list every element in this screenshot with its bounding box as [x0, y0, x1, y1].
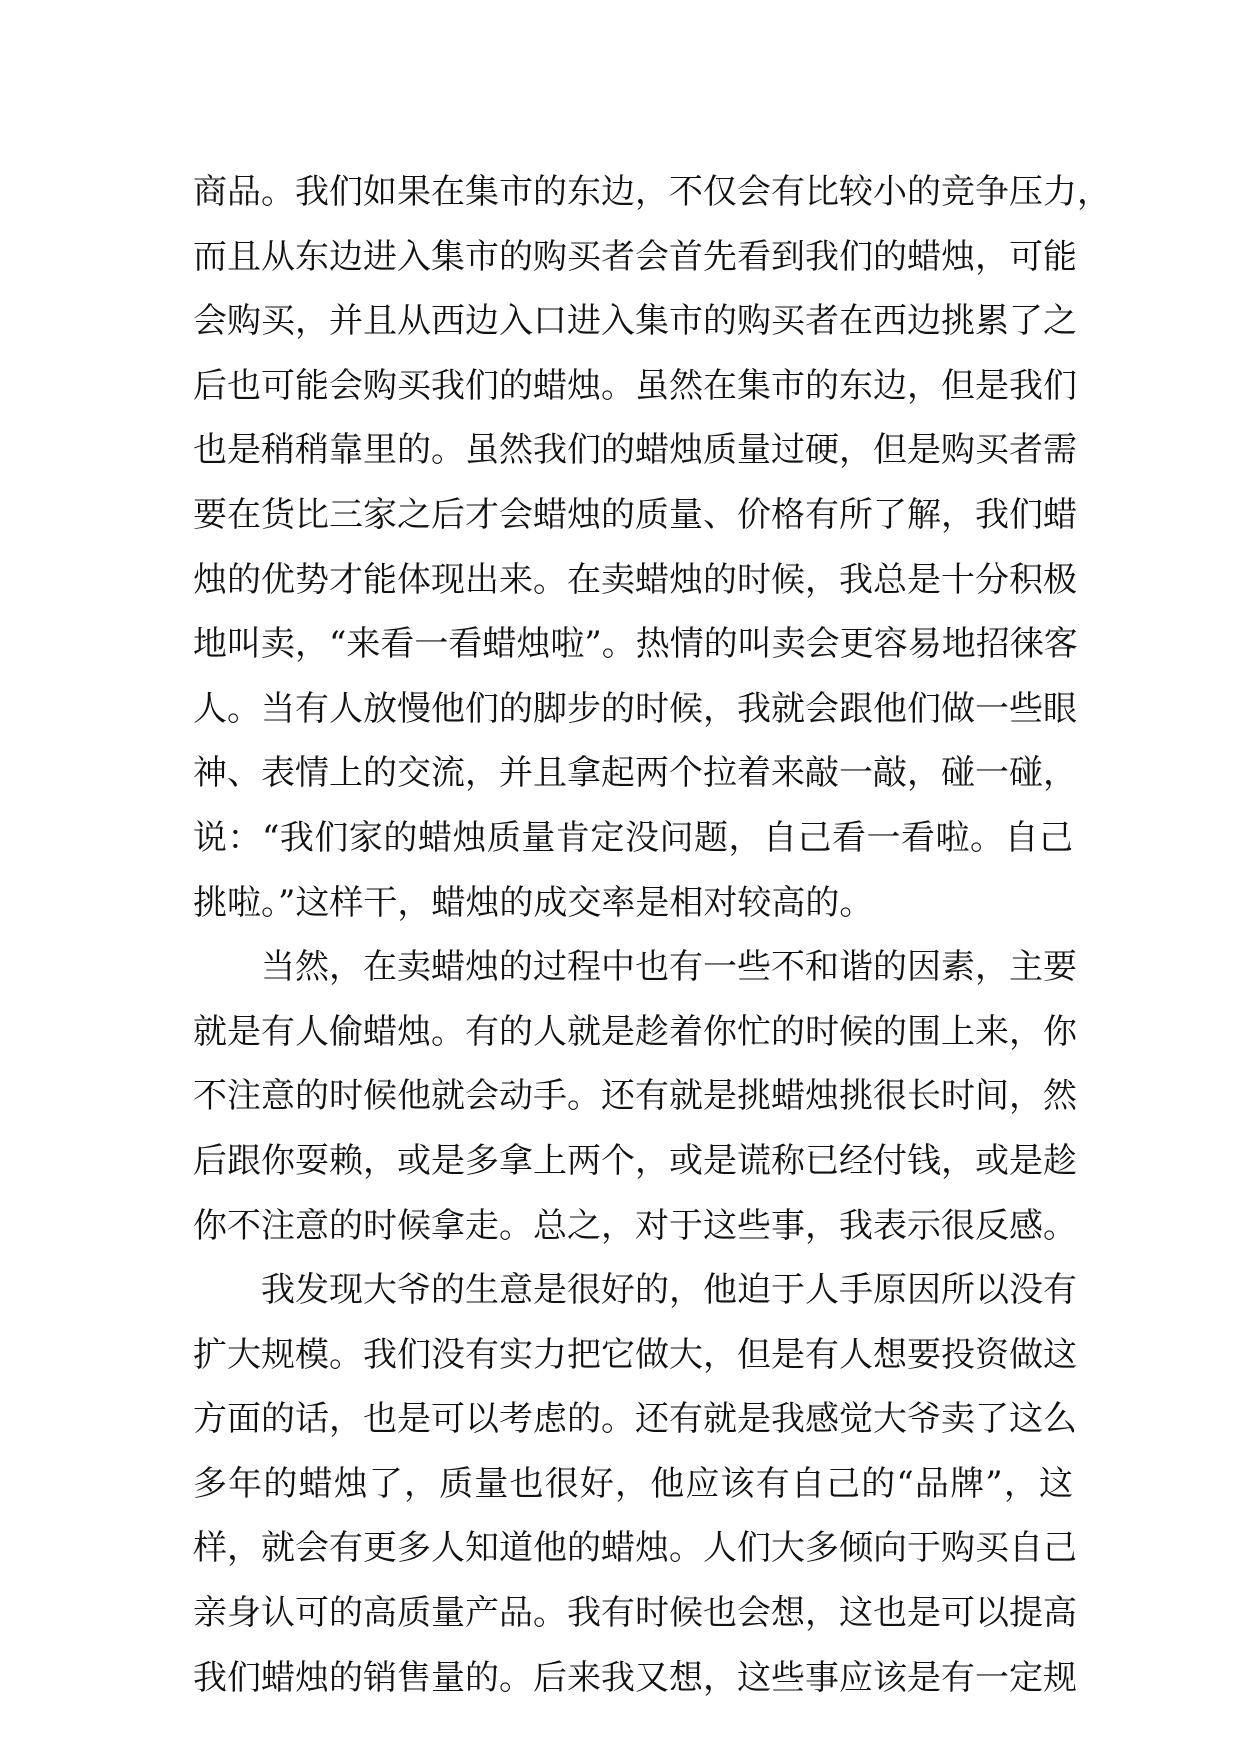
text-line: 不注意的时候他就会动手。还有就是挑蜡烛挑很长时间，然: [193, 1076, 1077, 1117]
text-line: 而且从东边进入集市的购买者会首先看到我们的蜡烛，可能: [193, 236, 1077, 277]
text-line: 会购买，并且从西边入口进入集市的购买者在西边挑累了之: [193, 301, 1077, 342]
text-line: 亲身认可的高质量产品。我有时候也会想，这也是可以提高: [193, 1593, 1077, 1634]
text-line: 后也可能会购买我们的蜡烛。虽然在集市的东边，但是我们: [193, 365, 1077, 406]
text-line: 你不注意的时候拿走。总之，对于这些事，我表示很反感。: [193, 1205, 1077, 1246]
text-line: 商品。我们如果在集市的东边，不仅会有比较小的竞争压力，: [193, 172, 1111, 212]
body-text: [193, 160, 1111, 1710]
text-line: 后跟你耍赖，或是多拿上两个，或是谎称已经付钱，或是趁: [193, 1140, 1077, 1181]
paragraph-start-line: 当然，在卖蜡烛的过程中也有一些不和谐的因素，主要: [261, 947, 1077, 988]
text-line: 我们蜡烛的销售量的。后来我又想，这些事应该是有一定规: [193, 1657, 1077, 1698]
text-line: 挑啦。”这样干，蜡烛的成交率是相对较高的。: [193, 882, 874, 923]
text-line: 地叫卖，“来看一看蜡烛啦”。热情的叫卖会更容易地招徕客: [193, 624, 1078, 665]
text-line: 也是稍稍靠里的。虽然我们的蜡烛质量过硬，但是购买者需: [193, 430, 1077, 471]
text-line: 扩大规模。我们没有实力把它做大，但是有人想要投资做这: [193, 1334, 1077, 1375]
text-line: 说：“我们家的蜡烛质量肯定没问题，自己看一看啦。自己: [193, 817, 1073, 858]
text-line: 样，就会有更多人知道他的蜡烛。人们大多倾向于购买自己: [193, 1528, 1077, 1569]
text-line: 人。当有人放慢他们的脚步的时候，我就会跟他们做一些眼: [193, 688, 1077, 729]
text-line: 就是有人偷蜡烛。有的人就是趁着你忙的时候的围上来，你: [193, 1011, 1077, 1052]
paragraph-start-line: 我发现大爷的生意是很好的，他迫于人手原因所以没有: [261, 1270, 1077, 1311]
text-line: 要在货比三家之后才会蜡烛的质量、价格有所了解，我们蜡: [193, 494, 1077, 535]
text-line: 烛的优势才能体现出来。在卖蜡烛的时候，我总是十分积极: [193, 559, 1077, 600]
text-line: 方面的话，也是可以考虑的。还有就是我感觉大爷卖了这么: [193, 1399, 1077, 1440]
text-line: 神、表情上的交流，并且拿起两个拉着来敲一敲，碰一碰，: [193, 753, 1077, 794]
text-line: 多年的蜡烛了，质量也很好，他应该有自己的“品牌”，这: [193, 1463, 1073, 1504]
